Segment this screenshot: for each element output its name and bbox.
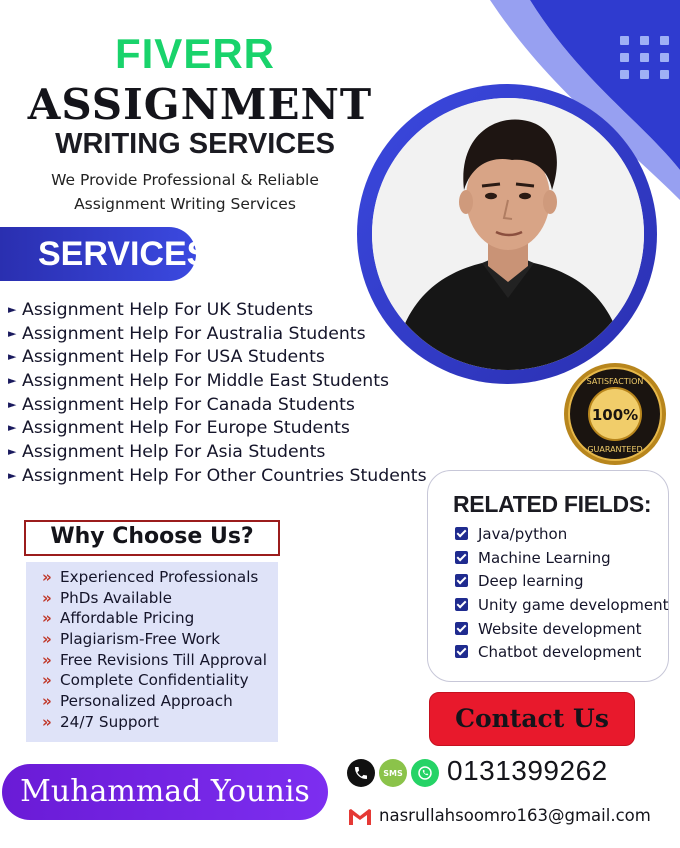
related-fields-heading: RELATED FIELDS: (453, 491, 652, 517)
list-item: » Experienced Professionals (42, 568, 259, 586)
double-chevron-icon: » (42, 712, 52, 731)
badge-bottom-text: GUARANTEED (587, 445, 643, 454)
services-list (8, 298, 427, 488)
arrow-icon: ► (8, 397, 17, 411)
list-item: » Plagiarism-Free Work (42, 630, 221, 649)
list-item: » 24/7 Support (42, 712, 159, 731)
list-item: » PhDs Available (42, 588, 172, 607)
arrow-icon: ► (8, 374, 17, 388)
list-item: ► Assignment Help For Canada Students (8, 394, 355, 415)
contact-icons (347, 758, 439, 788)
tagline (20, 168, 350, 216)
double-chevron-icon: » (42, 630, 52, 649)
checkbox-icon (455, 527, 468, 540)
list-item: » Complete Confidentiality (42, 671, 249, 690)
list-item: » Personalized Approach (42, 692, 233, 711)
double-chevron-icon: » (42, 609, 52, 628)
phone-number[interactable]: 0131399262 (447, 755, 608, 786)
list-item: Website development (455, 618, 668, 642)
arrow-icon: ► (8, 350, 17, 364)
services-heading: SERVICES: (0, 227, 196, 281)
double-chevron-icon: » (42, 692, 52, 711)
list-item: ► Assignment Help For Australia Students (8, 323, 366, 344)
arrow-icon: ► (8, 303, 17, 316)
arrow-icon: ► (8, 421, 17, 435)
list-item: ► Assignment Help For Europe Students (8, 418, 350, 439)
badge-center-text: 100% (591, 406, 639, 424)
badge-top-text: SATISFACTION (586, 377, 644, 386)
checkbox-icon (455, 645, 468, 658)
list-item: ► Assignment Help For UK Students (8, 300, 314, 320)
phone-icon[interactable] (347, 759, 375, 787)
sms-icon[interactable]: SMS (379, 759, 407, 787)
checkbox-icon (455, 551, 468, 564)
checkbox-icon (455, 622, 468, 635)
dot-grid-decoration (620, 36, 670, 79)
checkbox-icon (455, 574, 468, 587)
gmail-icon (348, 808, 372, 826)
contact-us-button[interactable]: Contact Us (429, 692, 635, 746)
double-chevron-icon: » (42, 650, 52, 669)
list-item: ► Assignment Help For Middle East Students (8, 371, 390, 392)
arrow-icon: ► (8, 326, 17, 340)
why-heading: Why Choose Us? (50, 524, 254, 549)
list-item: Chatbot development (455, 641, 668, 665)
list-item: Java/python (455, 523, 668, 547)
arrow-icon: ► (8, 445, 17, 459)
email-address[interactable]: nasrullahsoomro163@gmail.com (379, 806, 651, 825)
why-list (42, 567, 267, 733)
list-item: Unity game development (455, 594, 668, 618)
arrow-icon: ► (8, 468, 17, 482)
list-item: Machine Learning (455, 547, 668, 571)
list-item: ► Assignment Help For Asia Students (8, 442, 326, 463)
list-item: ► Assignment Help For Other Countries Students (8, 465, 427, 486)
person-illustration (372, 98, 644, 370)
whatsapp-icon[interactable] (411, 759, 439, 787)
double-chevron-icon: » (42, 568, 52, 586)
double-chevron-icon: » (42, 588, 52, 607)
checkbox-icon (455, 598, 468, 611)
double-chevron-icon: » (42, 671, 52, 690)
list-item: Deep learning (455, 570, 668, 594)
list-item: » Affordable Pricing (42, 609, 195, 628)
owner-name: Muhammad Younis (2, 764, 328, 820)
satisfaction-badge (563, 362, 667, 466)
tagline-line-1: We Provide Professional & Reliable (51, 171, 319, 189)
brand-title: FIVERR (114, 30, 275, 77)
page-title: ASSIGNMENT (27, 80, 373, 129)
tagline-line-2: Assignment Writing Services (74, 195, 296, 213)
related-fields-list (455, 523, 668, 665)
page-subtitle: WRITING SERVICES (55, 128, 335, 160)
portrait-photo (372, 98, 644, 370)
list-item: ► Assignment Help For USA Students (8, 347, 325, 368)
list-item: » Free Revisions Till Approval (42, 650, 267, 669)
